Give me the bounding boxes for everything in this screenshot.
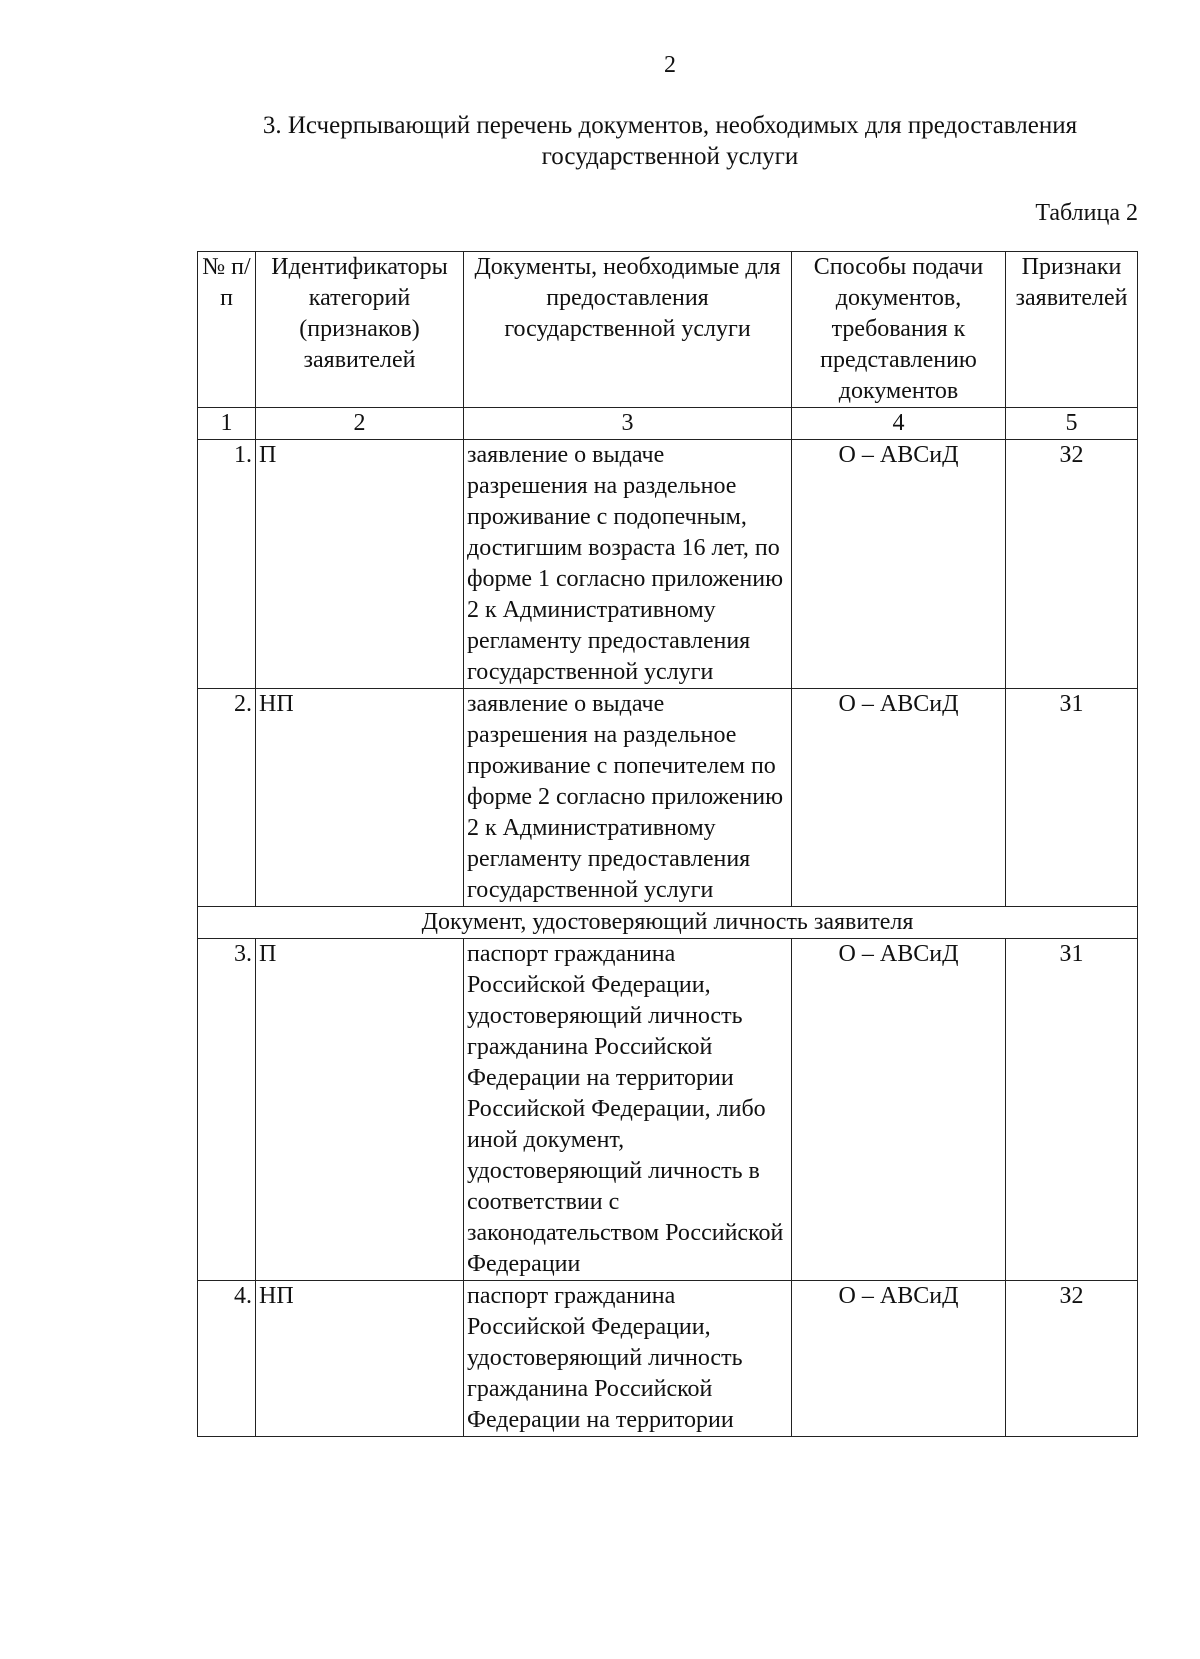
column-number: 4 [792, 408, 1006, 440]
column-number: 5 [1006, 408, 1138, 440]
row-category: П [256, 939, 464, 1281]
header-submission-methods: Способы подачи документов, требования к представлению документов [792, 252, 1006, 408]
row-category: П [256, 440, 464, 689]
row-document: заявление о выдаче разрешения на раздельное проживание с подопечным, достигшим возраста 16 лет, по форме 1 согласно приложению 2 к Административному регламенту предоставления государственной услуги [464, 440, 792, 689]
documents-table [197, 251, 1138, 1437]
column-number: 1 [198, 408, 256, 440]
table-header [198, 252, 1138, 408]
row-document: заявление о выдаче разрешения на раздельное проживание с попечителем по форме 2 согласно приложению 2 к Административному регламенту предоставления государственной услуги [464, 689, 792, 907]
row-sign: З2 [1006, 440, 1138, 689]
row-sign: З1 [1006, 689, 1138, 907]
column-number-row [198, 408, 1138, 440]
row-number: 3. [198, 939, 256, 1281]
table-row [198, 939, 1138, 1281]
header-documents: Документы, необходимые для предоставления государственной услуги [464, 252, 792, 408]
page-number: 2 [664, 52, 676, 78]
row-category: НП [256, 1281, 464, 1437]
header-number: № п/п [198, 252, 256, 408]
row-document: паспорт гражданина Российской Федерации, удостоверяющий личность гражданина Российской Федерации на территории Российской Федерации, либо иной документ, удостоверяющий личность в соответствии с законодательством Российской Федерации [464, 939, 792, 1281]
row-number: 1. [198, 440, 256, 689]
row-sign: З2 [1006, 1281, 1138, 1437]
row-method: О – АВСиД [792, 440, 1006, 689]
table-label: Таблица 2 [1035, 200, 1138, 226]
row-category: НП [256, 689, 464, 907]
row-document: паспорт гражданина Российской Федерации, удостоверяющий личность гражданина Российской Федерации на территории [464, 1281, 792, 1437]
section-heading-row [198, 907, 1138, 939]
table-row [198, 1281, 1138, 1437]
table-row [198, 440, 1138, 689]
row-method: О – АВСиД [792, 1281, 1006, 1437]
section-title: 3. Исчерпывающий перечень документов, необходимых для предоставления государственной услуги [262, 112, 1078, 170]
row-number: 4. [198, 1281, 256, 1437]
row-method: О – АВСиД [792, 689, 1006, 907]
column-number: 2 [256, 408, 464, 440]
header-applicant-signs: Признаки заявителей [1006, 252, 1138, 408]
column-number: 3 [464, 408, 792, 440]
row-method: О – АВСиД [792, 939, 1006, 1281]
row-sign: З1 [1006, 939, 1138, 1281]
header-category-ids: Идентификаторы категорий (признаков) заявителей [256, 252, 464, 408]
section-heading: Документ, удостоверяющий личность заявителя [198, 907, 1138, 939]
row-number: 2. [198, 689, 256, 907]
table-row [198, 689, 1138, 907]
